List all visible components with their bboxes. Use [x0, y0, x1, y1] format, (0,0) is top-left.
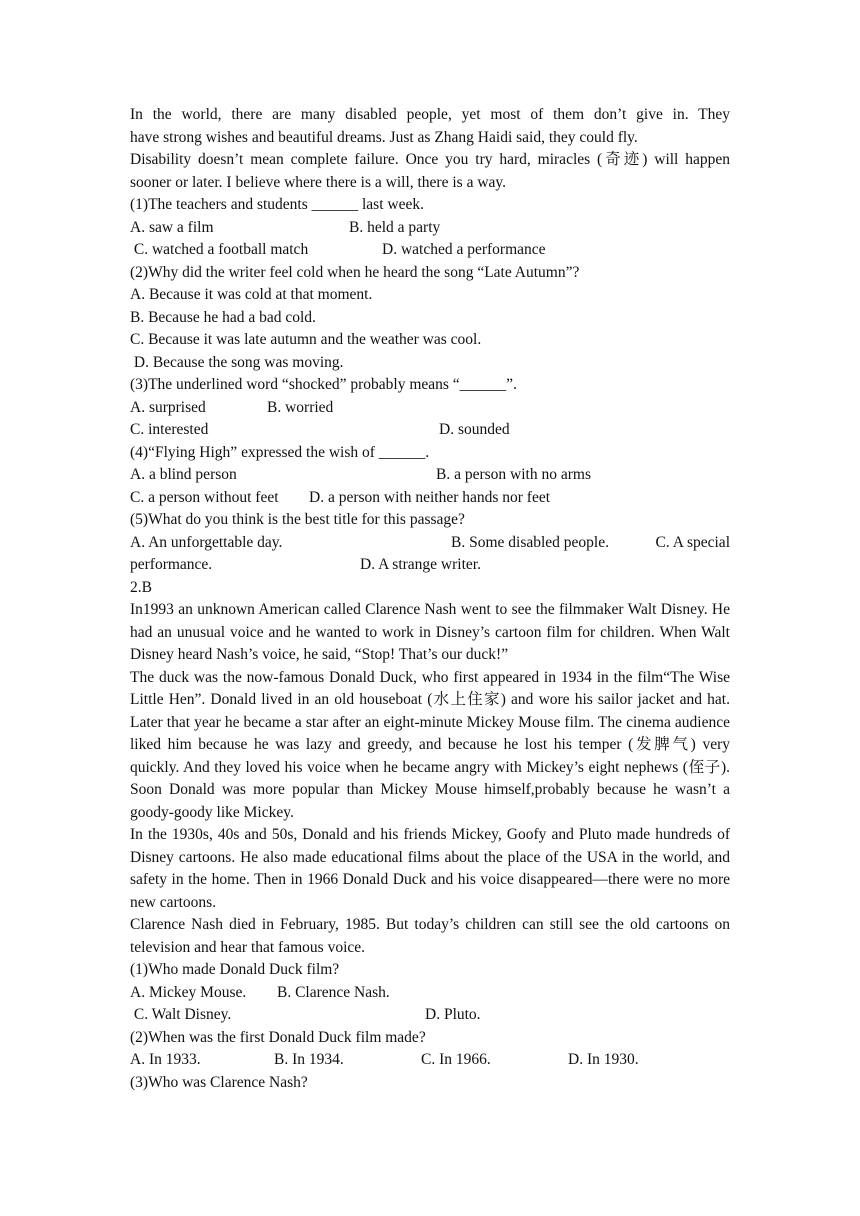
option: C. Walt Disney.	[130, 1006, 232, 1023]
passage1-line1: In the world, there are many disabled people, yet most of them don’t give in. They	[130, 106, 730, 123]
option: B. worried	[267, 398, 334, 416]
passage2-paragraph2: The duck was the now-famous Donald Duck, who first appeared in 1934 in the film“The Wise Little Hen”. Donald lived in an old houseboat (水上住家) and wore his sailor jacket and hat. Later that year he became a star after an eight-minute Mickey Mouse film. The cinema audience liked him because he was lazy and greedy, and because he lost his temper (发脾气) very quickly. And they loved his voice when he became angry with Mickey’s eight nephews (侄子). Soon Donald was more popular than Mickey Mouse himself,probably because he wasn’t a goody-goody like Mickey.	[130, 668, 730, 821]
option: A. a blind person	[130, 466, 237, 483]
option: D. A strange writer.	[360, 556, 481, 573]
option: B. In 1934.	[274, 1051, 344, 1068]
option: C. A special	[655, 533, 730, 551]
option: A. saw a film	[130, 218, 214, 236]
question-stem: (2)Why did the writer feel cold when he heard the song “Late Autumn”?	[130, 263, 580, 281]
option: B. a person with no arms	[436, 466, 591, 483]
passage2-paragraph3: In the 1930s, 40s and 50s, Donald and his friends Mickey, Goofy and Pluto made hundreds of Disney cartoons. He also made educational films about the place of the USA in the world, and safety in the home. Then in 1966 Donald Duck and his voice disappeared—there were no more new cartoons.	[130, 826, 730, 911]
option: B. Because he had a bad cold.	[130, 308, 316, 326]
passage1-line2: have strong wishes and beautiful dreams. Just as Zhang Haidi said, they could fly.	[130, 128, 638, 146]
option-row	[130, 982, 730, 1005]
option: B. held a party	[349, 218, 441, 236]
option-row	[130, 419, 730, 442]
option-row	[130, 397, 730, 420]
passage2-paragraph4: Clarence Nash died in February, 1985. But today’s children can still see the old cartoons on television and hear that famous voice.	[130, 916, 730, 956]
passage1-paragraph2: Disability doesn’t mean complete failure. Once you try hard, miracles (奇迹) will happen sooner or later. I believe where there is a will, there is a way.	[130, 151, 730, 191]
option: A. Because it was cold at that moment.	[130, 286, 373, 303]
question-stem: (3)Who was Clarence Nash?	[130, 1073, 308, 1091]
option: D. Pluto.	[425, 1006, 481, 1023]
option-row	[130, 464, 730, 487]
question-stem: (2)When was the first Donald Duck film made?	[130, 1028, 426, 1046]
passage2-paragraph1: In1993 an unknown American called Clarence Nash went to see the filmmaker Walt Disney. He had an unusual voice and he wanted to work in Disney’s cartoon film for children. When Walt Disney heard Nash’s voice, he said, “Stop! That’s our duck!”	[130, 601, 730, 663]
question-stem: (1)Who made Donald Duck film?	[130, 961, 340, 978]
option: C. a person without feet	[130, 488, 279, 506]
option-row	[130, 1049, 730, 1072]
option-row	[130, 554, 730, 577]
section-label: 2.B	[130, 578, 152, 596]
option: performance.	[130, 556, 213, 573]
option: D. a person with neither hands nor feet	[309, 488, 551, 506]
option-row	[130, 532, 730, 555]
option-row	[130, 487, 730, 510]
document-page	[130, 104, 730, 1094]
option-row	[130, 239, 730, 262]
option: D. In 1930.	[568, 1051, 639, 1068]
option: D. watched a performance	[382, 241, 546, 258]
option: A. Mickey Mouse.	[130, 983, 247, 1001]
option-row	[130, 217, 730, 240]
option: D. Because the song was moving.	[130, 353, 344, 371]
option: B. Some disabled people.	[451, 533, 609, 551]
question-stem: (1)The teachers and students ______ last week.	[130, 196, 424, 213]
question-stem: (3)The underlined word “shocked” probably means “______”.	[130, 376, 517, 393]
option: A. surprised	[130, 398, 206, 416]
question-stem: (5)What do you think is the best title for this passage?	[130, 511, 465, 528]
option: B. Clarence Nash.	[277, 983, 390, 1001]
option: C. Because it was late autumn and the weather was cool.	[130, 331, 482, 348]
option: A. An unforgettable day.	[130, 533, 283, 551]
option: C. watched a football match	[130, 241, 309, 258]
option: D. sounded	[439, 421, 510, 438]
option: C. In 1966.	[421, 1051, 491, 1068]
option: C. interested	[130, 421, 209, 438]
option: A. In 1933.	[130, 1051, 201, 1068]
question-stem: (4)“Flying High” expressed the wish of ______.	[130, 443, 430, 461]
option-row	[130, 1004, 730, 1027]
